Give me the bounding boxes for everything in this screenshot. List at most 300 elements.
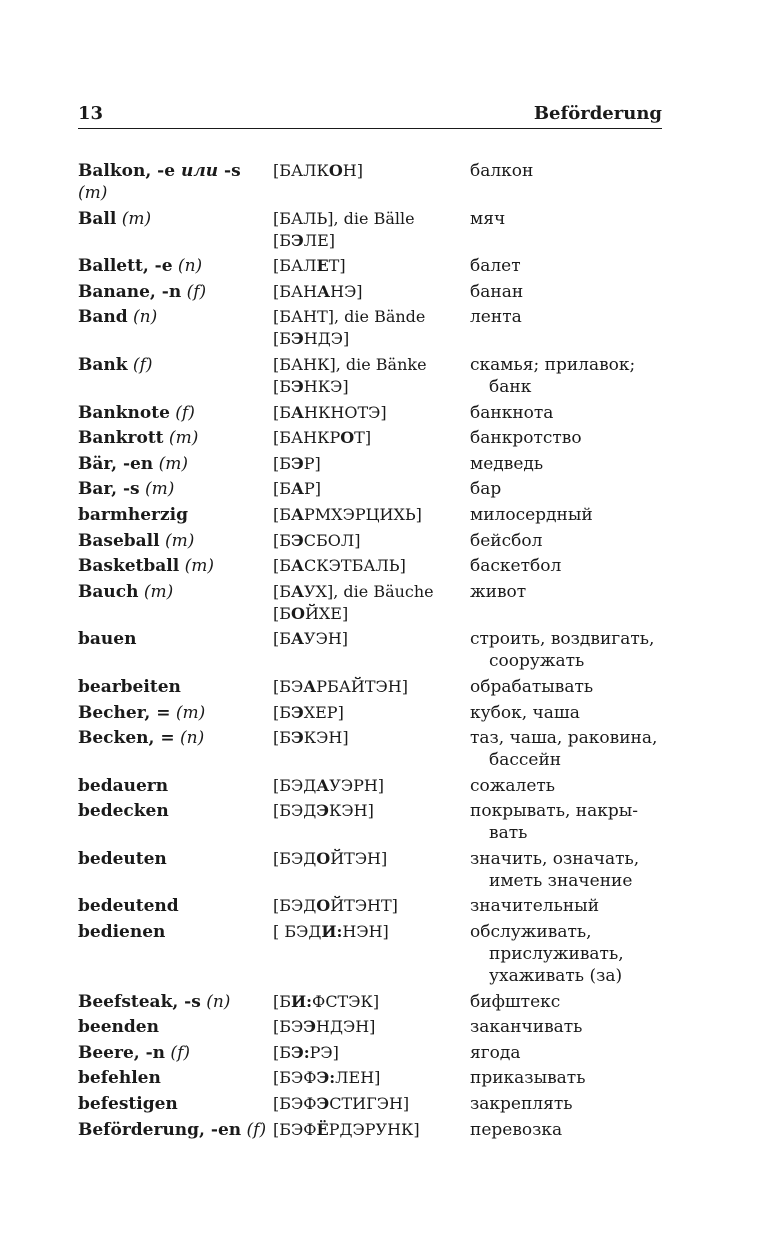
- pronunciation: [273, 354, 470, 398]
- stressed-vowel: Е: [316, 256, 329, 276]
- pronunciation-line: [273, 208, 470, 230]
- headword-text: Bauch: [78, 581, 139, 602]
- dictionary-entry: [78, 281, 678, 303]
- pronunciation: [273, 628, 470, 650]
- stressed-vowel: А: [291, 402, 305, 422]
- translation: [470, 453, 678, 475]
- translation: [470, 775, 678, 797]
- dictionary-entry: [78, 1067, 678, 1089]
- translation-line: балкон: [470, 161, 534, 181]
- pronunciation-part: [Б: [273, 479, 291, 499]
- pronunciation: [273, 427, 470, 449]
- translation-line: балет: [470, 256, 521, 277]
- pronunciation-line: [273, 1093, 470, 1115]
- translation: [470, 427, 678, 449]
- translation: [470, 702, 678, 724]
- pronunciation-part: [Б: [273, 230, 291, 250]
- stressed-vowel: А: [291, 581, 305, 601]
- pronunciation-part: РБАЙТЭН]: [316, 676, 408, 696]
- translation: [470, 306, 678, 328]
- stressed-vowel: А: [303, 676, 317, 696]
- translation-line: банк: [489, 376, 532, 397]
- pronunciation-line: [273, 427, 470, 449]
- running-head: Beförderung: [533, 103, 662, 124]
- pronunciation-part: Т]: [328, 256, 346, 276]
- pronunciation-line: [273, 328, 470, 350]
- dictionary-entry: [78, 427, 678, 449]
- translation: [470, 208, 678, 230]
- translation-line: банкротство: [470, 428, 582, 449]
- stressed-vowel: О: [328, 161, 343, 180]
- pronunciation: [273, 306, 470, 350]
- translation: [470, 628, 678, 672]
- dictionary-entry: [78, 208, 678, 252]
- pronunciation: [273, 921, 470, 943]
- pronunciation: [273, 727, 470, 749]
- pronunciation: [273, 991, 470, 1013]
- pronunciation: [273, 1093, 470, 1115]
- translation-line: значительный: [470, 896, 600, 917]
- headword: [78, 775, 273, 797]
- pronunciation-part: [Б: [273, 556, 291, 576]
- stressed-vowel: Э: [303, 1017, 316, 1037]
- dictionary-entry: [78, 775, 678, 797]
- pronunciation-line: [273, 1016, 470, 1038]
- headword-text: bearbeiten: [78, 676, 181, 697]
- translation: [470, 255, 678, 277]
- pronunciation-line: [273, 354, 470, 376]
- pronunciation-line: [273, 603, 470, 625]
- pronunciation-part: УХ], die Bäuche: [304, 581, 434, 601]
- dictionary-entry: [78, 478, 678, 500]
- translation-line: бифштекс: [470, 991, 561, 1012]
- stressed-vowel: Э:: [291, 1042, 310, 1062]
- pronunciation-part: [БЭД: [273, 775, 317, 795]
- pronunciation-part: [Б: [273, 530, 291, 550]
- translation: [470, 581, 678, 603]
- translation-line: вать: [489, 823, 528, 844]
- dictionary-entry: [78, 628, 678, 672]
- pronunciation: [273, 208, 470, 252]
- stressed-vowel: Э: [291, 376, 304, 396]
- pronunciation-part: [БАЛК: [273, 161, 329, 180]
- pronunciation-part: [БЭ: [273, 1017, 304, 1037]
- pronunciation: [273, 581, 470, 625]
- translation-line: милосердный: [470, 504, 593, 525]
- dictionary-entry: [78, 354, 678, 398]
- headword: [78, 306, 273, 328]
- grammar-gender: (n): [127, 307, 158, 328]
- stressed-vowel: Ё: [316, 1119, 329, 1139]
- grammar-gender: (n): [200, 991, 231, 1012]
- dictionary-entry: [78, 800, 678, 844]
- translation-line: кубок, чаша: [470, 702, 580, 723]
- pronunciation-part: [Б: [273, 991, 291, 1011]
- pronunciation-part: КЭН]: [303, 728, 349, 748]
- headword: [78, 676, 273, 698]
- pronunciation-line: [273, 504, 470, 526]
- translation-line: сооружать: [489, 651, 585, 672]
- pronunciation-line: [273, 628, 470, 650]
- headword-text: bedeuten: [78, 848, 167, 869]
- stressed-vowel: А: [291, 629, 305, 649]
- translation: [470, 1016, 678, 1038]
- dictionary-entry: [78, 895, 678, 917]
- translation: [470, 727, 678, 771]
- headword: [78, 255, 273, 277]
- stressed-vowel: А: [317, 281, 331, 301]
- translation-line: медведь: [470, 453, 544, 474]
- pronunciation-part: [Б: [273, 504, 291, 524]
- pronunciation-part: [БАН: [273, 281, 318, 301]
- dictionary-entry: [78, 1119, 678, 1141]
- dictionary-entries: [78, 160, 678, 1144]
- translation: [470, 848, 678, 892]
- headword-text: Ball: [78, 208, 117, 229]
- pronunciation: [273, 160, 470, 182]
- stressed-vowel: Э: [316, 801, 329, 821]
- translation-line: бар: [470, 479, 502, 500]
- grammar-gender: (m): [138, 581, 174, 602]
- translation-line: покрывать, накры-: [470, 801, 639, 822]
- pronunciation-part: [Б: [273, 453, 291, 473]
- translation-line: сожалеть: [470, 775, 556, 796]
- grammar-gender: (m): [153, 453, 188, 474]
- translation-line: банан: [470, 281, 524, 302]
- headword: [78, 895, 273, 917]
- grammar-gender: (m): [116, 208, 152, 229]
- headword: [78, 800, 273, 822]
- translation: [470, 160, 678, 182]
- translation-line: ухаживать (за): [489, 966, 623, 987]
- headword: [78, 354, 273, 376]
- stressed-vowel: Э: [291, 453, 304, 473]
- pronunciation-line: [273, 848, 470, 870]
- headword-text: bedeutend: [78, 896, 179, 917]
- dictionary-entry: [78, 991, 678, 1013]
- headword: [78, 921, 273, 943]
- pronunciation-part: СКЭТБАЛЬ]: [304, 556, 406, 576]
- dictionary-entry: [78, 848, 678, 892]
- headword: [78, 991, 273, 1013]
- translation: [470, 478, 678, 500]
- pronunciation: [273, 555, 470, 577]
- headword-text: Bar, -s: [78, 479, 140, 500]
- headword: [78, 1067, 273, 1089]
- pronunciation-part: ЙТЭНТ]: [330, 896, 398, 916]
- pronunciation: [273, 775, 470, 797]
- pronunciation-part: СБОЛ]: [303, 530, 361, 550]
- headword-text: bedauern: [78, 775, 169, 796]
- stressed-vowel: А: [316, 775, 330, 795]
- pronunciation: [273, 453, 470, 475]
- translation-line: живот: [470, 581, 527, 602]
- pronunciation: [273, 504, 470, 526]
- pronunciation-part: НЭ]: [330, 281, 363, 301]
- headword-text: Basketball: [78, 556, 180, 577]
- stressed-vowel: И:: [321, 922, 343, 942]
- pronunciation-part: [Б: [273, 329, 291, 349]
- translation-line: закреплять: [470, 1094, 573, 1115]
- pronunciation-line: [273, 230, 470, 252]
- headword: [78, 402, 273, 424]
- translation: [470, 800, 678, 844]
- headword-plural-suffix: -s: [218, 161, 241, 181]
- pronunciation-part: СТИГЭН]: [329, 1094, 410, 1114]
- pronunciation-part: ХЕР]: [303, 702, 344, 722]
- pronunciation-line: [273, 676, 470, 698]
- headword: [78, 160, 273, 204]
- headword: [78, 504, 273, 526]
- translation: [470, 1042, 678, 1064]
- pronunciation-part: РДЭРУНК]: [328, 1119, 420, 1139]
- pronunciation-part: [ БЭД: [273, 922, 322, 942]
- dictionary-entry: [78, 453, 678, 475]
- stressed-vowel: Э: [291, 329, 304, 349]
- headword: [78, 1119, 273, 1141]
- headword-text: Bankrott: [78, 428, 164, 449]
- headword: [78, 555, 273, 577]
- translation: [470, 1119, 678, 1141]
- pronunciation-part: Р]: [304, 479, 322, 499]
- translation-line: банкнота: [470, 402, 554, 423]
- pronunciation-line: [273, 775, 470, 797]
- pronunciation-line: [273, 530, 470, 552]
- pronunciation-part: [БЭФ: [273, 1094, 317, 1114]
- translation: [470, 1067, 678, 1089]
- headword-text: Banknote: [78, 402, 170, 423]
- pronunciation-part: [Б: [273, 629, 291, 649]
- stressed-vowel: Э: [291, 702, 304, 722]
- grammar-gender: (f): [165, 1042, 190, 1063]
- stressed-vowel: Э:: [316, 1068, 336, 1088]
- pronunciation-part: ЙТЭН]: [330, 848, 388, 868]
- translation-line: таз, чаша, раковина,: [470, 728, 658, 749]
- stressed-vowel: О: [291, 603, 305, 623]
- translation: [470, 991, 678, 1013]
- pronunciation-part: Н]: [342, 161, 363, 180]
- translation-line: значить, означать,: [470, 848, 640, 869]
- pronunciation-part: [БЭФ: [273, 1068, 317, 1088]
- stressed-vowel: И:: [291, 991, 313, 1011]
- headword: [78, 530, 273, 552]
- pronunciation-part: [Б: [273, 376, 291, 396]
- translation: [470, 1093, 678, 1115]
- translation: [470, 281, 678, 303]
- headword-text: Bank: [78, 354, 128, 375]
- stressed-vowel: А: [291, 479, 305, 499]
- page-number: 13: [78, 103, 104, 124]
- headword-text: barmherzig: [78, 504, 188, 525]
- pronunciation-part: [Б: [273, 728, 291, 748]
- translation: [470, 921, 678, 987]
- translation-line: обслуживать,: [470, 922, 592, 943]
- translation-line: бейсбол: [470, 530, 543, 551]
- headword-text: Becken, =: [78, 728, 175, 749]
- dictionary-entry: [78, 555, 678, 577]
- headword: [78, 581, 273, 603]
- stressed-vowel: Э: [291, 230, 304, 250]
- headword-text: Balkon, -e: [78, 161, 181, 181]
- dictionary-entry: [78, 255, 678, 277]
- headword-text: bedienen: [78, 922, 166, 943]
- headword-text: Becher, =: [78, 702, 171, 723]
- dictionary-entry: [78, 160, 678, 204]
- dictionary-entry: [78, 702, 678, 724]
- pronunciation-part: [БАЛ: [273, 256, 317, 276]
- headword-text: Bär, -en: [78, 453, 154, 474]
- stressed-vowel: Э: [291, 530, 304, 550]
- pronunciation-line: [273, 402, 470, 424]
- translation: [470, 555, 678, 577]
- pronunciation-line: [273, 255, 470, 277]
- pronunciation-part: [БАНКР: [273, 428, 341, 448]
- headword: [78, 208, 273, 230]
- headword-text: beenden: [78, 1017, 159, 1038]
- dictionary-entry: [78, 1016, 678, 1038]
- headword: [78, 1093, 273, 1115]
- pronunciation: [273, 255, 470, 277]
- stressed-vowel: О: [316, 848, 331, 868]
- headword-text: bedecken: [78, 801, 169, 822]
- dictionary-entry: [78, 402, 678, 424]
- pronunciation-line: [273, 376, 470, 398]
- stressed-vowel: А: [291, 556, 305, 576]
- pronunciation-line: [273, 800, 470, 822]
- pronunciation-part: [Б: [273, 702, 291, 722]
- headword-text: befestigen: [78, 1094, 178, 1115]
- pronunciation-line: [273, 1067, 470, 1089]
- pronunciation-part: НЭН]: [342, 922, 389, 942]
- pronunciation: [273, 281, 470, 303]
- grammar-gender: (m): [78, 183, 108, 203]
- grammar-gender: (n): [174, 728, 205, 749]
- pronunciation-part: [БАЛЬ], die Bälle: [273, 208, 415, 228]
- grammar-gender: (m): [179, 556, 215, 577]
- dictionary-entry: [78, 676, 678, 698]
- translation-line: обрабатывать: [470, 676, 594, 697]
- translation-line: приказывать: [470, 1068, 586, 1089]
- grammar-gender: (f): [181, 281, 207, 302]
- pronunciation-line: [273, 702, 470, 724]
- translation: [470, 402, 678, 424]
- pronunciation-part: Р]: [303, 453, 321, 473]
- dictionary-entry: [78, 921, 678, 987]
- headword-text: Banane, -n: [78, 281, 182, 302]
- translation: [470, 676, 678, 698]
- stressed-vowel: Э: [291, 728, 304, 748]
- pronunciation-part: УЭРН]: [329, 775, 385, 795]
- pronunciation-line: [273, 281, 470, 303]
- pronunciation-part: НКНОТЭ]: [304, 402, 387, 422]
- grammar-gender: (m): [159, 530, 195, 551]
- pronunciation-line: [273, 160, 470, 182]
- grammar-gender: (f): [169, 402, 195, 423]
- headword-text: Beere, -n: [78, 1042, 166, 1063]
- pronunciation-line: [273, 1119, 470, 1141]
- headword-text: Baseball: [78, 530, 160, 551]
- dictionary-entry: [78, 581, 678, 625]
- translation: [470, 504, 678, 526]
- headword: [78, 1042, 273, 1064]
- translation-line: бассейн: [489, 750, 562, 771]
- dictionary-entry: [78, 1042, 678, 1064]
- pronunciation-part: [Б: [273, 402, 291, 422]
- headword-text: bauen: [78, 629, 137, 650]
- pronunciation: [273, 895, 470, 917]
- grammar-gender: (m): [163, 428, 199, 449]
- headword: [78, 478, 273, 500]
- headword: [78, 727, 273, 749]
- translation-line: ягода: [470, 1042, 521, 1063]
- headword: [78, 453, 273, 475]
- pronunciation: [273, 1067, 470, 1089]
- pronunciation-part: УЭН]: [304, 629, 349, 649]
- dictionary-entry: [78, 530, 678, 552]
- pronunciation: [273, 800, 470, 822]
- headword-text: Ballett, -e: [78, 256, 173, 277]
- dictionary-entry: [78, 306, 678, 350]
- pronunciation-line: [273, 306, 470, 328]
- headword: [78, 702, 273, 724]
- dictionary-entry: [78, 727, 678, 771]
- page-header: [78, 100, 662, 129]
- headword: [78, 848, 273, 870]
- pronunciation: [273, 702, 470, 724]
- translation-line: прислуживать,: [489, 944, 624, 965]
- pronunciation-part: [БАНТ], die Bände: [273, 307, 426, 327]
- pronunciation-part: [Б: [273, 581, 291, 601]
- pronunciation-part: РЭ]: [309, 1042, 339, 1062]
- headword: [78, 281, 273, 303]
- pronunciation: [273, 402, 470, 424]
- stressed-vowel: Э: [316, 1094, 330, 1114]
- pronunciation-part: НДЭ]: [303, 329, 350, 349]
- translation-line: баскетбол: [470, 556, 562, 577]
- pronunciation-part: КЭН]: [328, 801, 374, 821]
- translation: [470, 530, 678, 552]
- pronunciation: [273, 1119, 470, 1141]
- pronunciation-part: [БЭФ: [273, 1119, 317, 1139]
- grammar-gender: (f): [127, 354, 153, 375]
- grammar-gender: (f): [241, 1119, 267, 1140]
- headword: [78, 1016, 273, 1038]
- pronunciation-line: [273, 453, 470, 475]
- pronunciation-part: НДЭН]: [315, 1017, 376, 1037]
- headword: [78, 628, 273, 650]
- pronunciation: [273, 676, 470, 698]
- pronunciation-part: РМХЭРЦИХЬ]: [304, 504, 422, 524]
- pronunciation-line: [273, 895, 470, 917]
- pronunciation-part: [Б: [273, 603, 291, 623]
- pronunciation-part: НКЭ]: [303, 376, 349, 396]
- grammar-gender: (m): [139, 479, 175, 500]
- translation-line: мяч: [470, 208, 506, 229]
- translation-line: перевозка: [470, 1119, 563, 1140]
- headword-text: Band: [78, 307, 128, 328]
- pronunciation: [273, 1016, 470, 1038]
- pronunciation: [273, 1042, 470, 1064]
- pronunciation-part: ЛЕ]: [303, 230, 336, 250]
- headword-text: Beförderung, -en: [78, 1119, 242, 1140]
- pronunciation: [273, 848, 470, 870]
- pronunciation-part: [БЭД: [273, 896, 317, 916]
- grammar-gender: (n): [172, 256, 203, 277]
- stressed-vowel: О: [340, 428, 355, 448]
- translation-line: заканчивать: [470, 1017, 583, 1038]
- pronunciation-part: [Б: [273, 1042, 291, 1062]
- translation-line: иметь значение: [489, 870, 633, 891]
